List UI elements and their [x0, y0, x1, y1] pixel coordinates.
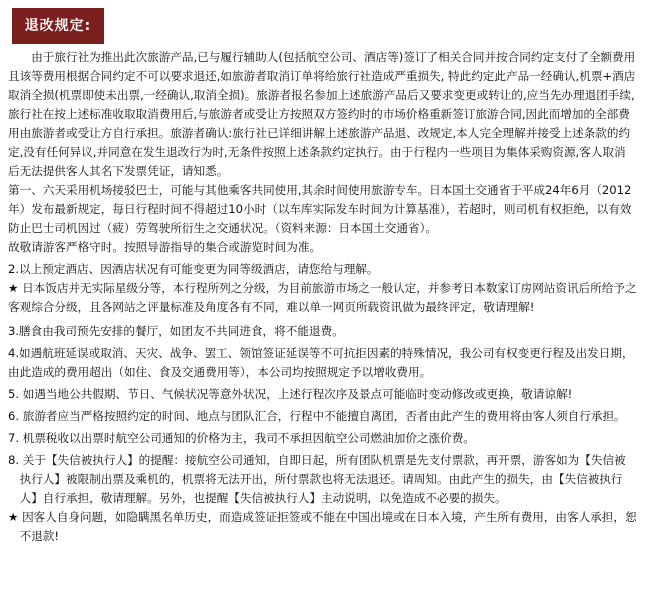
policy-item-holidays: 5. 如遇当地公共假期、节日、气候状况等意外状况，上述行程次序及景点可能临时变动修改或更换，敬请谅解!	[8, 387, 573, 401]
policy-item-hotel: 2.以上预定酒店、因酒店状况有可能变更为同等级酒店，请您给与理解。	[8, 262, 379, 276]
policy-paragraph-transport: 第一、六天采用机场接驳巴士，可能与其他乘客共同使用,其余时间使用旅游专车。日本国土交通省于平成24年6月（2012年）发布最新规定，每日行程时间不得超过10小时（以车库实际发车时间为计算基准），若超时，则司机有权拒绝，以有效防止巴士司机因过（疲）劳驾驶所衍生之交通状况。（资料来源：日本国土交通省）。	[8, 183, 632, 235]
policy-item-group-schedule: 6. 旅游者应当严格按照约定的时间、地点与团队汇合，行程中不能擅自离团，否者由此产生的费用将由客人须自行承担。	[8, 409, 626, 423]
policy-item-dishonest-persons: 8. 关于【失信被执行人】的提醒：接航空公司通知，自即日起，所有团队机票是先支付票款，再开票，游客如为【失信被执行人】被限制出票及乘机的，机票将无法开出，所付票款也将无法退还。请周知。由此产生的损失，由【失信被执行人】自行承担，敬请理解。另外，也提醒【失信被执行人】主动说明，以免造成不必要的损失。	[8, 453, 626, 505]
policy-content	[8, 48, 637, 546]
policy-paragraph-cancellation: 由于旅行社为推出此次旅游产品,已与履行辅助人(包括航空公司、酒店等)签订了相关合同并按合同约定支付了全额费用且该等费用根据合同约定不可以要求退还,如旅游者取消订单将给旅行社造成严重损失, 特此约定此产品一经确认,机票+酒店取消全损(机票即使未出票,一经确认,取消全损)。旅游者报名参加上述旅游产品后又要求变更或转让的,应当先办理退团手续,旅行社在按上述标准收取取消费用后,与旅游者或受让方按照双方签约时的市场价格重新签订旅游合同,因此而增加的全部费用由旅游者或受让方自行承担。旅游者确认:旅行社已详细讲解上述旅游产品退、改规定,本人完全理解并接受上述条款的约定,没有任何异议,并同意在发生退改行为时,无条件按照上述条款约定执行。由于行程内一些项目为集体采购资源,客人取消后无法提供客人其名下发票凭证，请知悉。	[8, 50, 636, 178]
policy-item-meals: 3.膳食由我司预先安排的餐厅，如团友不共同进食，将不能退费。	[8, 324, 344, 338]
policy-note-hotel-rating: ★ 日本饭店并无实际星级分等，本行程所列之分级，为目前旅游市场之一般认定，并参考日本数家订房网站资讯后所给予之客观综合分级，且各网站之评量标准及角度各有不同，难以单一网页所载资讯做为最终评定，敬请理解!	[8, 281, 637, 314]
policy-note-visa-refusal: ★ 因客人自身问题，如隐瞒黑名单历史，而造成签证拒签或不能在中国出境或在日本入境，产生所有费用，由客人承担，恕不退款!	[8, 510, 637, 543]
policy-paragraph-punctuality: 故敬请游客严格守时。按照导游指导的集合或游览时间为准。	[8, 240, 322, 254]
section-title-badge: 退改规定:	[12, 8, 104, 44]
policy-item-force-majeure: 4.如遇航班延误或取消、天灾、战争、罢工、领馆签证延误等不可抗拒因素的特殊情况，我公司有权变更行程及出发日期，由此造成的费用超出（如住、食及交通费用等），本公司均按照规定予以增收费用。	[8, 346, 634, 379]
policy-item-ticket-tax: 7. 机票税收以出票时航空公司通知的价格为主，我司不承担因航空公司燃油加价之涨价费。	[8, 431, 475, 445]
